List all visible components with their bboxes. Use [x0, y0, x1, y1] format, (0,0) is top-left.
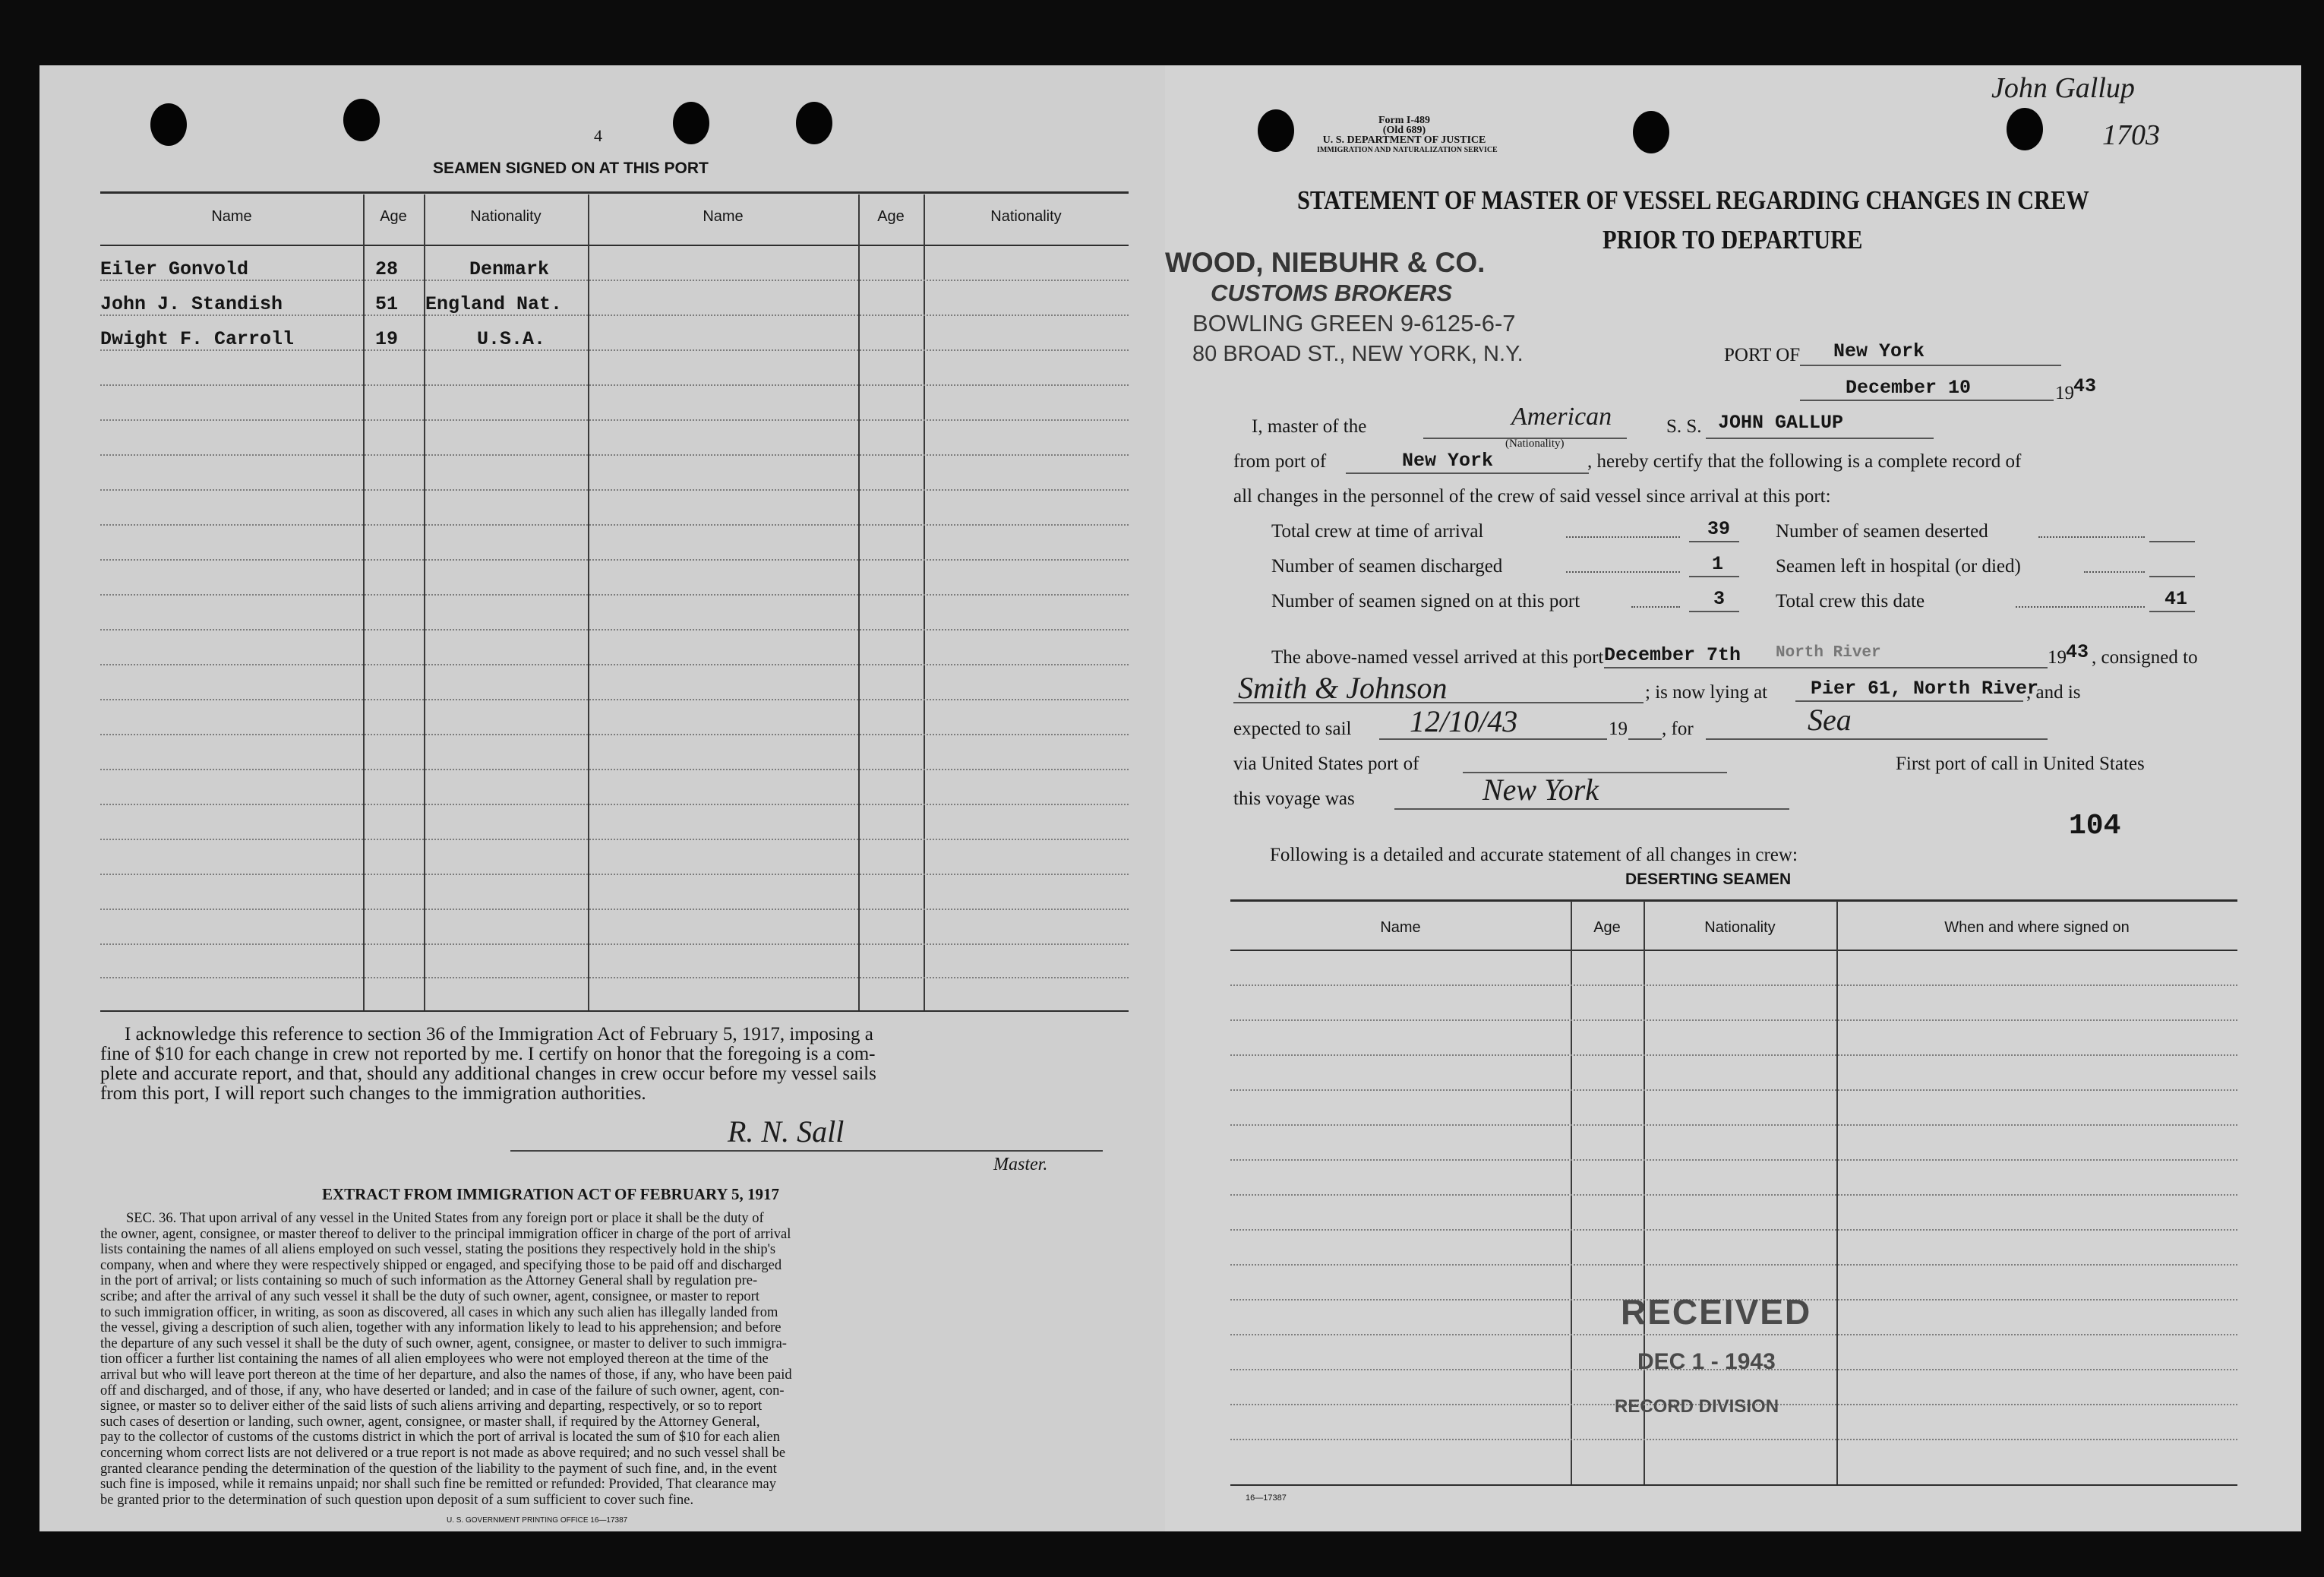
stat-label: Total crew this date — [1776, 591, 1925, 612]
stat-label: Seamen left in hospital (or died) — [1776, 556, 2021, 577]
from-port-label: from port of — [1233, 451, 1327, 472]
acknowledgment-line: I acknowledge this reference to section 36 of the Immigration Act of February 5, 1917, imposing a — [125, 1024, 873, 1044]
table-header-rule — [100, 245, 1129, 246]
table-row — [100, 909, 1129, 911]
signed-on-title: SEAMEN SIGNED ON AT THIS PORT — [433, 160, 709, 177]
leader-dots — [1631, 606, 1680, 608]
table-row — [1230, 1054, 2237, 1057]
table-row — [100, 664, 1129, 666]
table-bottom-rule — [1230, 1484, 2237, 1486]
form-footer: 16—17387 — [1246, 1493, 1287, 1503]
table-row — [100, 769, 1129, 771]
master-label: Master. — [993, 1155, 1048, 1174]
corner-annotation: John Gallup — [1991, 72, 2135, 104]
arrived-text: The above-named vessel arrived at this port — [1271, 647, 1604, 668]
seaman-age: 19 — [375, 328, 399, 350]
column-divider — [424, 194, 425, 1010]
for-underline — [1706, 737, 2048, 740]
acknowledgment-line: fine of $10 for each change in crew not reported by me. I certify on honor that the foregoing is a com- — [100, 1044, 876, 1064]
table-row — [100, 594, 1129, 596]
punch-hole — [796, 102, 832, 144]
date-value: December 10 — [1846, 377, 1972, 399]
from-port-underline — [1346, 471, 1589, 474]
arrived-year: 43 — [2066, 641, 2089, 663]
vessel-name: JOHN GALLUP — [1718, 412, 1844, 434]
following-text: Following is a detailed and accurate statement of all changes in crew: — [1270, 845, 1798, 865]
date-underline — [1800, 398, 2054, 401]
vessel-underline — [1706, 436, 1934, 439]
sail-year-underline — [1628, 737, 1662, 740]
form-id: Form I-489 (Old 689) U. S. DEPARTMENT OF JUSTICE IMMIGRATION AND NATURALIZATION SERVICE — [1317, 115, 1498, 154]
column-header-name: Name — [211, 208, 252, 225]
leader-dots — [1566, 571, 1680, 573]
stat-value: 41 — [2165, 588, 2188, 610]
ss-label: S. S. — [1666, 416, 1702, 437]
voyage-value: New York — [1482, 773, 1599, 807]
port-label: PORT OF — [1724, 345, 1801, 365]
table-row — [100, 734, 1129, 736]
arrived-year-prefix: 19 — [2048, 647, 2067, 668]
right-page — [1165, 65, 2301, 1531]
seaman-nationality: Denmark — [469, 258, 550, 280]
master-signature: R. N. Sall — [728, 1114, 845, 1149]
stat-value: 1 — [1712, 553, 1724, 575]
table-row — [1230, 1124, 2237, 1127]
table-row — [100, 524, 1129, 526]
arrived-extra: North River — [1776, 644, 1881, 662]
table-row — [1230, 1264, 2237, 1266]
stat-value: 3 — [1713, 588, 1726, 610]
column-header-age: Age — [1593, 919, 1621, 936]
expected-text: expected to sail — [1233, 719, 1352, 739]
stat-label: Number of seamen discharged — [1271, 556, 1503, 577]
table-row — [1230, 1089, 2237, 1092]
seaman-nationality: England Nat. — [425, 293, 563, 315]
signature-line — [510, 1150, 1103, 1152]
arrived-underline — [1604, 665, 2048, 668]
seaman-nationality: U.S.A. — [477, 328, 546, 350]
page-number: 4 — [594, 126, 602, 145]
stat-underline — [2149, 574, 2195, 577]
corner-number: 1703 — [2102, 119, 2160, 151]
column-divider — [858, 194, 860, 1010]
punch-hole — [2007, 108, 2043, 150]
stat-underline — [2149, 609, 2195, 612]
consignee-value: Smith & Johnson — [1238, 671, 1448, 705]
and-is-text: , and is — [2026, 682, 2081, 703]
table-top-rule — [1230, 899, 2237, 902]
form-title: PRIOR TO DEPARTURE — [1602, 225, 1863, 254]
table-row — [100, 454, 1129, 457]
punch-hole — [150, 103, 187, 146]
column-divider — [1571, 901, 1572, 1486]
acknowledgment-line: from this port, I will report such changes to the immigration authorities. — [100, 1083, 646, 1104]
printing-office-footer: U. S. GOVERNMENT PRINTING OFFICE 16—17387 — [447, 1516, 628, 1525]
table-bottom-rule — [100, 1010, 1129, 1012]
table-row — [1230, 1229, 2237, 1231]
column-header-nationality: Nationality — [990, 208, 1062, 225]
column-header-when-where: When and where signed on — [1944, 919, 2130, 936]
seaman-name: John J. Standish — [100, 293, 283, 315]
from-port-value: New York — [1402, 450, 1494, 472]
lying-value: Pier 61, North River — [1811, 678, 2039, 700]
year-value: 43 — [2073, 375, 2097, 397]
leader-dots — [2016, 606, 2145, 608]
stat-underline — [1689, 609, 1739, 612]
sail-underline — [1379, 737, 1607, 740]
page-stamp-number: 104 — [2069, 810, 2121, 842]
stat-label: Total crew at time of arrival — [1271, 521, 1484, 542]
deserting-title: DESERTING SEAMEN — [1625, 871, 1792, 888]
left-page — [39, 65, 1165, 1531]
acknowledgment-line: plete and accurate report, and that, should any additional changes in crew occur before my vessel sails — [100, 1063, 876, 1084]
punch-hole — [673, 102, 709, 144]
table-row — [1230, 1194, 2237, 1196]
table-row — [1230, 1019, 2237, 1022]
punch-hole — [343, 99, 380, 141]
for-text: , for — [1662, 719, 1694, 739]
seaman-name: Dwight F. Carroll — [100, 328, 295, 350]
leader-dots — [1566, 536, 1680, 538]
table-row — [100, 874, 1129, 876]
arrived-value: December 7th — [1604, 644, 1741, 666]
voyage-text: this voyage was — [1233, 788, 1355, 809]
table-row — [1230, 1334, 2237, 1336]
certify-text: , hereby certify that the following is a complete record of — [1587, 451, 2022, 472]
nationality-caption: (Nationality) — [1505, 438, 1565, 450]
table-row — [100, 559, 1129, 561]
column-header-name: Name — [703, 208, 744, 225]
sail-value: 12/10/43 — [1410, 704, 1518, 738]
table-row — [100, 839, 1129, 841]
table-row — [1230, 1439, 2237, 1441]
stat-underline — [2149, 539, 2195, 542]
column-header-age: Age — [380, 208, 407, 225]
stat-label: Number of seamen deserted — [1776, 521, 1988, 542]
column-header-age: Age — [877, 208, 905, 225]
table-row — [100, 943, 1129, 946]
voyage-underline — [1394, 807, 1789, 810]
leader-dots — [2038, 536, 2145, 538]
changes-text: all changes in the personnel of the crew of said vessel since arrival at this port: — [1233, 486, 1831, 507]
received-stamp-division: RECORD DIVISION — [1615, 1396, 1779, 1417]
column-divider — [588, 194, 589, 1010]
column-header-nationality: Nationality — [1704, 919, 1776, 936]
column-header-name: Name — [1380, 919, 1421, 936]
seaman-age: 28 — [375, 258, 399, 280]
stat-underline — [1689, 574, 1739, 577]
form-title: STATEMENT OF MASTER OF VESSEL REGARDING CHANGES IN CREW — [1297, 185, 2089, 215]
extract-title: EXTRACT FROM IMMIGRATION ACT OF FEBRUARY 5, 1917 — [322, 1185, 780, 1203]
received-stamp-date: DEC 1 - 1943 — [1637, 1349, 1776, 1374]
seaman-age: 51 — [375, 293, 399, 315]
table-row — [100, 977, 1129, 979]
sail-year-prefix: 19 — [1609, 719, 1628, 739]
year-prefix: 19 — [2055, 383, 2074, 403]
punch-hole — [1258, 109, 1294, 152]
column-divider — [924, 194, 925, 1010]
column-header-nationality: Nationality — [470, 208, 542, 225]
table-top-rule — [100, 191, 1129, 194]
stat-underline — [1689, 539, 1739, 542]
table-row — [100, 280, 1129, 282]
column-divider — [1836, 901, 1838, 1486]
seaman-name: Eiler Gonvold — [100, 258, 249, 280]
punch-hole — [1633, 111, 1669, 153]
stat-value: 39 — [1707, 518, 1731, 540]
lying-text: ; is now lying at — [1645, 682, 1768, 703]
broker-stamp: WOOD, NIEBUHR & CO. CUSTOMS BROKERS BOWLING GREEN 9-6125-6-7 80 BROAD ST., NEW YORK, N.Y. — [1165, 247, 1524, 366]
table-row — [1230, 1159, 2237, 1161]
table-header-rule — [1230, 950, 2237, 951]
for-value: Sea — [1808, 703, 1852, 737]
leader-dots — [2084, 571, 2145, 573]
table-row — [100, 489, 1129, 491]
table-row — [100, 384, 1129, 387]
extract-text: SEC. 36. That upon arrival of any vessel in the United States from any foreign port or place it shall be the duty of the owner, agent, consignee, or master thereof to deliver to the principal immigration officer in charge of the port of arrival lists containing the names of all aliens employed on such vessel, stating the positions they respectively hold in the ship's company, when and where they were respectively shipped or engaged, and specifying those to be paid off and discharged in the port of arrival; or lists containing so much of such information as the Attorney General shall by regulation pre- scribe; and after the arrival of any such vessel it shall be the duty of such owner, agent, consignee, or master to report to such immigration officer, in writing, as soon as discovered, all cases in which any such alien has illegally landed from the vessel, giving a description of such alien, together with any information likely to lead to his apprehension; and before the departure of any such vessel it shall be the duty of such owner, agent, consignee, or master to deliver to such immigra- tion officer a further list containing the names of all alien employees who were not employed thereon at the time of the arrival but who will leave port thereon at the time of her departure, and also the names of those, if any, who have been paid off and discharged, and of those, if any, who have deserted or landed; and in case of the failure of such owner, agent, con- signee, or master so to deliver either of the said lists of such aliens arriving and departing, respectively, or so to report such cases of desertion or landing, such owner, agent, consignee, or master shall, if required by the Attorney General, pay to the collector of customs of the customs district in which the port of arrival is located the sum of $10 for each alien concerning whom correct lists are not delivered or a true report is not made as above required; and no such vessel shall be granted clearance pending the determination of the question of the liability to the payment of such fine, and, in the event such fine is imposed, while it remains unpaid; nor shall such fine be remitted or refunded: Provided, That clearance may be granted prior to the determination of such question upon deposit of a sum sufficient to cover such fine. — [100, 1211, 792, 1508]
consigned-text: , consigned to — [2092, 647, 2198, 668]
table-row — [100, 699, 1129, 701]
nationality-value: American — [1511, 403, 1612, 431]
port-underline — [1800, 363, 2061, 366]
table-row — [100, 804, 1129, 806]
first-port-text: First port of call in United States — [1896, 754, 2145, 774]
table-row — [100, 419, 1129, 422]
via-text: via United States port of — [1233, 754, 1419, 774]
master-of-label: I, master of the — [1252, 416, 1367, 437]
column-divider — [363, 194, 365, 1010]
port-value: New York — [1833, 340, 1925, 362]
stat-label: Number of seamen signed on at this port — [1271, 591, 1580, 612]
received-stamp: RECEIVED — [1621, 1292, 1812, 1332]
table-row — [1230, 984, 2237, 987]
table-row — [100, 629, 1129, 631]
